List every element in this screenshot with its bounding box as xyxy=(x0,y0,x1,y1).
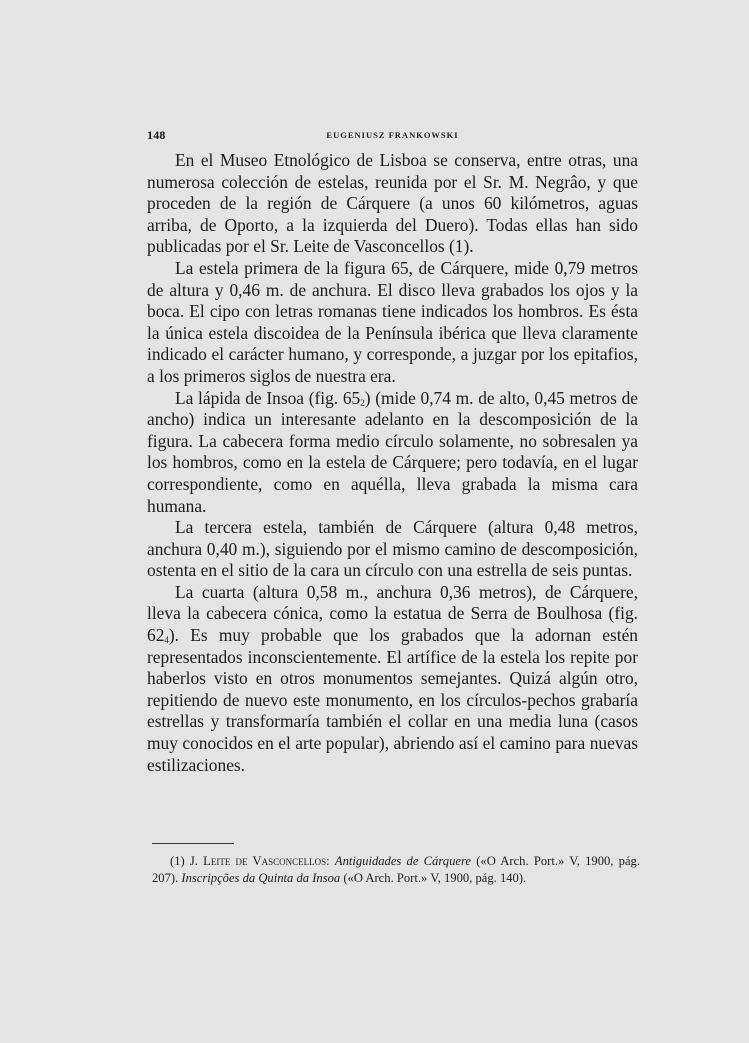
text-segment: La lápida de Insoa (fig. 65 xyxy=(175,387,361,408)
footnote-title-1: Antiguidades de Cárquere xyxy=(334,854,471,868)
footnote-divider xyxy=(152,843,234,844)
figure-subscript: 4 xyxy=(164,635,169,646)
footnote-ref-1: («O Arch. Port.» V, 1900, pág. 207). xyxy=(152,854,640,885)
paragraph-tercera-estela: La tercera estela, también de Cárquere (altura 0,48 metros, anchura 0,40 m.), siguiendo por el mismo camino de descomposición, ostenta en el sitio de la cara un círculo con una estrella de seis puntas. xyxy=(147,517,638,581)
paragraph-estela-primera: La estela primera de la figura 65, de Cárquere, mide 0,79 metros de altura y 0,46 m. de anchura. El disco lleva grabados los ojos y la boca. El cipo con letras romanas tiene indicados los hombros. Es ésta la única estela discoidea de la Península ibérica que lleva claramente indicado el carácter humano, y corresponde, a juzgar por los epitafios, a los primeros siglos de nuestra era. xyxy=(147,257,638,386)
text-segment: ) (mide 0,74 m. de alto, 0,45 metros de ancho) indica un interesante adelanto en la descomposición de la figura. La cabecera forma medio círculo solamente, no sobresalen ya los hombros, como en la estela de Cárquere; pero todavía, en el lugar correspondiente, como en aquélla, lleva grabada la misma cara humana. xyxy=(147,387,638,516)
running-head-author: EUGENIUSZ FRANKOWSKI xyxy=(326,130,459,140)
footnote-title-2: Inscripções da Quinta da Insoa xyxy=(181,871,341,885)
paragraph-lapida-insoa xyxy=(147,388,638,518)
paragraph-cuarta-estela xyxy=(147,582,638,776)
footnote-1 xyxy=(152,853,640,887)
footnote-marker: (1) xyxy=(170,854,185,868)
figure-subscript: 2 xyxy=(360,397,365,408)
text-segment: ). Es muy probable que los grabados que la adornan estén representados inconscientemente. El artífice de la estela los repite por haberlos visto en otros monumentos semejantes. Quizá algún otro, repitiendo de nuevo este monumento, en los círculos-pechos grabaría estrellas y transformaría también el collar en una media luna (casos muy conocidos en el arte popular), abriendo así el camino para nuevas estilizaciones. xyxy=(147,625,638,775)
text-segment: La cuarta (altura 0,58 m., anchura 0,36 metros), de Cárquere, lleva la cabecera cónica, como la estatua de Serra de Boulhosa (fig. 62 xyxy=(147,581,638,646)
footnote-ref-2: («O Arch. Port.» V, 1900, pág. 140). xyxy=(343,871,527,885)
body-text xyxy=(147,150,638,776)
page-number: 148 xyxy=(147,128,166,142)
running-head xyxy=(147,128,638,144)
footnote-author: J. Leite de Vasconcellos: xyxy=(189,854,330,868)
footnotes xyxy=(152,853,640,887)
paragraph-museo-lisboa: En el Museo Etnológico de Lisboa se conserva, entre otras, una numerosa colección de estelas, reunida por el Sr. M. Negrâo, y que proceden de la región de Cárquere (a unos 60 kilómetros, aguas arriba, de Oporto, a la izquierda del Duero). Todas ellas han sido publicadas por el Sr. Leite de Vasconcellos (1). xyxy=(147,150,638,257)
